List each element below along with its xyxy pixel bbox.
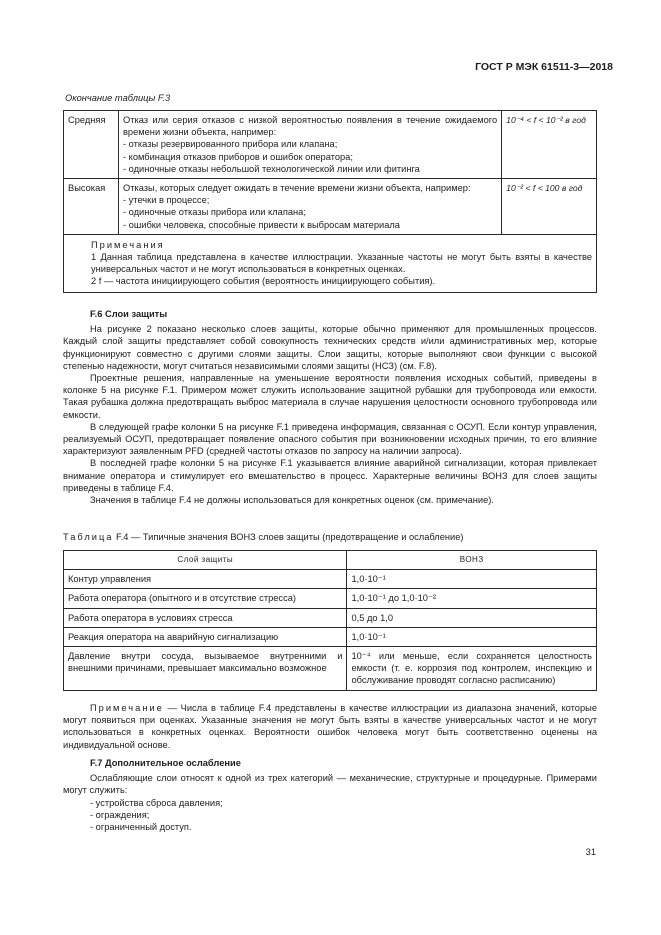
paragraph: Ослабляющие слои относят к одной из трех категорий — механические, структурные и процедурные. Примерами могут служить:: [63, 773, 597, 796]
section-f6: [63, 308, 597, 506]
paragraph: На рисунке 2 показано несколько слоев защиты, которые обычно применяют для промышленных процессов. Каждый слой защиты представляет собой совокупность технических средств и/или административных мер, которые функционируют совместно с другими слоями защиты. Слои защиты, которые выполняют свои функции с высокой степенью надежности, могут считаться независимыми слоями защиты (НСЗ) (см. F.8).: [63, 324, 597, 371]
list-item: - ограниченный доступ.: [90, 822, 192, 833]
table-row: [64, 627, 597, 646]
table-note-row: [64, 234, 597, 292]
table-notes: [64, 234, 597, 292]
paragraph: В следующей графе колонки 5 на рисунке F.1 приведена информация, связанная с ОСУП. Если контур управления, реализуемый ОСУП, предотвращает появление опасного события при возникновении исходных причин, то его влияние характеризуют заявленным PFD (средней частоты отказов по запросу на наличии запроса).: [63, 421, 597, 457]
value-cell: 1,0·10⁻¹ до 1,0·10⁻²: [347, 589, 597, 608]
description-cell: [118, 111, 501, 179]
table-header-row: [64, 551, 597, 570]
list-item: - устройства сброса давления;: [90, 797, 223, 808]
table-row: [64, 608, 597, 627]
paragraph: В последней графе колонки 5 на рисунке F.1 указывается влияние аварийной сигнализации, которая привлекает внимание оператора и стимулирует его вмешательство в процесс. Характерные величины ВОНЗ для слоев защиты приведены в таблице F.4.: [63, 458, 597, 493]
table-row: [64, 179, 597, 235]
list-item: - утечки в процессе;: [122, 195, 210, 206]
table-continuation-label: Окончание таблицы F.3: [65, 93, 171, 103]
level-cell: Средняя: [64, 111, 119, 179]
note-1: 1 Данная таблица представлена в качестве иллюстрации. Указанные частоты не могут быть взяты в качестве универсальных частот и не могут использоваться в конкретных оценках.: [91, 252, 592, 275]
table-row: [64, 647, 597, 691]
list-item: - ограждения;: [90, 809, 150, 820]
description-cell: [118, 179, 501, 235]
list-item: - отказы резервированного прибора или клапана;: [122, 139, 338, 150]
column-header-value: ВОНЗ: [347, 551, 597, 570]
document-header: ГОСТ Р МЭК 61511-3—2018: [475, 61, 613, 73]
paragraph: Значения в таблице F.4 не должны использоваться для конкретных оценок (см. примечание).: [90, 495, 494, 506]
column-header-layer: Слой защиты: [64, 551, 347, 570]
frequency-cell: 10⁻² < f < 100 в год: [502, 179, 597, 235]
paragraph: Проектные решения, направленные на уменьшение вероятности появления исходных событий, приведены в колонке 5 на рисунке F.1. Примером может служить использование защитной рубашки для трубопровода или емкости. Такая рубашка должна предотвращать выброс материала в случае нарушения целостности основного трубопровода или емкости.: [63, 373, 597, 420]
section-f7: [63, 757, 597, 833]
layer-cell: Работа оператора (опытного и в отсутствие стресса): [64, 589, 347, 608]
table-row: [64, 111, 597, 179]
list-item: - комбинация отказов приборов и ошибок оператора;: [122, 151, 353, 162]
description-text: Отказ или серия отказов с низкой вероятностью появления в течение ожидаемого времени жизни объекта, например:: [122, 115, 498, 138]
value-cell: 1,0·10⁻¹: [347, 627, 597, 646]
layer-cell: Давление внутри сосуда, вызываемое внутренними и внешними причинами, превышает максимально возможное: [64, 647, 347, 691]
note-word: Примечание: [90, 703, 164, 713]
table-row: [64, 589, 597, 608]
frequency-cell: 10⁻⁴ < f < 10⁻² в год: [502, 111, 597, 179]
section-title: F.7 Дополнительное ослабление: [90, 758, 241, 768]
value-cell: 1,0·10⁻¹: [347, 570, 597, 589]
example-list: [123, 138, 497, 175]
caption-text: F.4 — Типичные значения ВОНЗ слоев защиты (предотвращение и ослабление): [116, 532, 464, 542]
list-item: - одиночные отказы прибора или клапана;: [122, 207, 306, 218]
description-text: Отказы, которых следует ожидать в течение времени жизни объекта, например:: [122, 183, 471, 194]
list-item: - ошибки человека, способные привести к выбросам материала: [122, 219, 400, 230]
section-title: F.6 Слои защиты: [90, 309, 168, 319]
notes-title: Примечания: [91, 239, 165, 250]
level-cell: Высокая: [64, 179, 119, 235]
note-text: — Числа в таблице F.4 представлены в качестве иллюстрации из диапазона значений, которые могут появиться при оценках. Указанные значения не могут быть взяты в качестве универсальных частот и не могут использоваться в конкретных оценках. Вероятности ошибок человека могут быть соответственно оценены на индивидуальной основе.: [63, 703, 597, 750]
value-cell: 10⁻⁴ или меньше, если сохраняется целостность емкости (т. е. коррозия под контролем, инспекцию и обслуживание проводят согласно расписанию): [347, 647, 597, 691]
layer-cell: Работа оператора в условиях стресса: [64, 608, 347, 627]
layer-cell: Контур управления: [64, 570, 347, 589]
layer-cell: Реакция оператора на аварийную сигнализацию: [64, 627, 347, 646]
value-cell: 0,5 до 1,0: [347, 608, 597, 627]
list-item: - одиночные отказы небольшой технологической линии или фитинга: [122, 163, 420, 174]
note-paragraph: [63, 702, 597, 751]
table-f3: [63, 110, 597, 293]
example-list: [63, 797, 597, 834]
note-2: 2 f — частота инициирующего события (вероятность инициирующего события).: [91, 276, 436, 287]
table-f4: [63, 550, 597, 691]
table-row: [64, 570, 597, 589]
table-f4-note: [63, 702, 597, 751]
example-list: [123, 194, 497, 231]
caption-word: Таблица: [63, 532, 114, 542]
page-number: 31: [585, 847, 596, 857]
table-f4-caption: [63, 531, 464, 543]
